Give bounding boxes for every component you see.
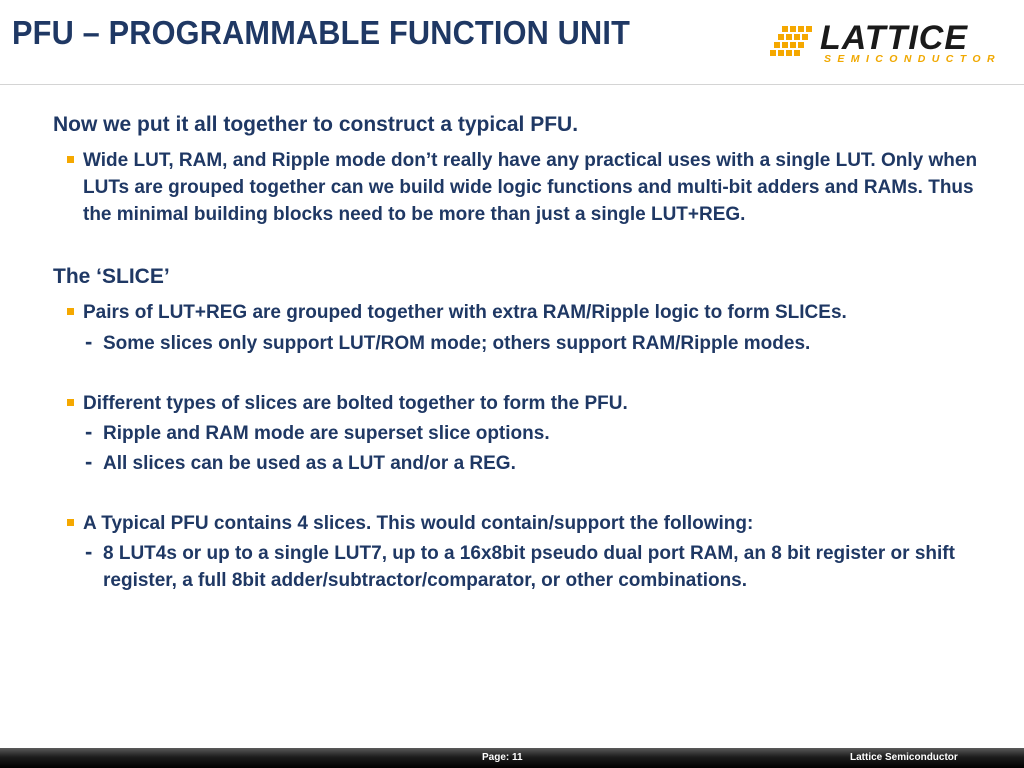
sub-bullet-text: All slices can be used as a LUT and/or a REG. [103, 453, 516, 474]
bullet-square-icon [67, 399, 74, 406]
sub-bullet [53, 450, 1003, 477]
dash-marker: - [85, 329, 93, 354]
bullet-square-icon [67, 156, 74, 163]
footer-company: Lattice Semiconductor [850, 752, 958, 763]
dash-marker: - [85, 449, 93, 474]
header-divider [0, 84, 1024, 85]
sub-bullet-text: Some slices only support LUT/ROM mode; others support RAM/Ripple modes. [103, 333, 811, 354]
bullet-square-icon [67, 308, 74, 315]
page-number: Page: 11 [482, 752, 523, 763]
footer-bar [0, 748, 1024, 768]
bullet-text: Different types of slices are bolted together to form the PFU. [83, 393, 628, 414]
bullet [53, 147, 1003, 228]
bullet-text: Pairs of LUT+REG are grouped together with extra RAM/Ripple logic to form SLICEs. [83, 302, 847, 323]
bullet-text: Wide LUT, RAM, and Ripple mode don’t really have any practical uses with a single LUT. Only when LUTs are grouped together can we build wide logic functions and multi-bit adders and RAMs. Thus the minimal building blocks need to be more than just a single LUT+REG. [83, 150, 978, 225]
slide-body [53, 112, 1003, 594]
sub-bullet [53, 330, 1003, 357]
section-heading: Now we put it all together to construct a typical PFU. [53, 113, 579, 136]
bullet [53, 510, 1003, 537]
sub-bullet-text: 8 LUT4s or up to a single LUT7, up to a 16x8bit pseudo dual port RAM, an 8 bit register or shift register, a full 8bit adder/subtractor/comparator, or other combinations. [103, 543, 955, 591]
slide-title: PFU – PROGRAMMABLE FUNCTION UNIT [12, 14, 631, 51]
sub-bullet [53, 540, 1003, 594]
section-heading: The ‘SLICE’ [53, 265, 170, 288]
bullet [53, 390, 1003, 417]
sub-bullet [53, 420, 1003, 447]
bullet [53, 299, 1003, 326]
logo-subtitle: SEMICONDUCTOR [824, 53, 1001, 65]
lattice-logo [768, 19, 1001, 66]
bullet-text: A Typical PFU contains 4 slices. This would contain/support the following: [83, 513, 754, 534]
dash-marker: - [85, 419, 93, 444]
dash-marker: - [85, 539, 93, 564]
logo-wordmark: LATTICE [820, 19, 969, 57]
sub-bullet-text: Ripple and RAM mode are superset slice options. [103, 423, 550, 444]
bullet-square-icon [67, 519, 74, 526]
logo-grid-icon [768, 26, 814, 58]
